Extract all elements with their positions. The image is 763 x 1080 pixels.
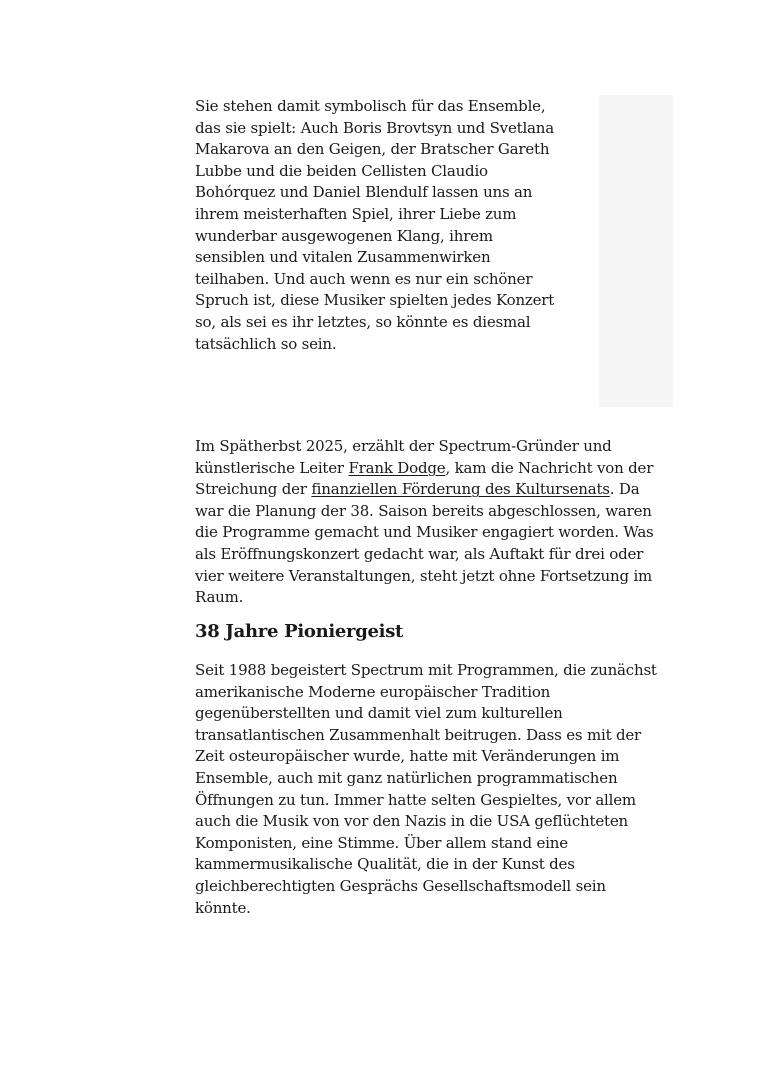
paragraph-text: Im Spätherbst 2025, erzählt der Spectrum-Gründer und künstlerische Leiter xyxy=(195,437,612,477)
link-kultursenat-funding[interactable]: finanziellen Förderung des Kultursenats xyxy=(311,480,610,499)
paragraph-history: Seit 1988 begeistert Spectrum mit Programmen, die zunächst amerikanische Moderne europäischer Tradition gegenüberstellten und damit viel zum kulturellen transatlantischen Zusammenhalt beitrugen. Dass es mit der Zeit osteuropäischer wurde, hatte mit Veränderungen im Ensemble, auch mit ganz natürlichen programmatischen Öffnungen zu tun. Immer hatte selten Gespieltes, vor allem auch die Musik von vor den Nazis in die USA geflüchteten Komponisten, eine Stimme. Über allem stand eine kammermusikalische Qualität, die in der Kunst des gleichberechtigten Gesprächs Gesellschaftsmodell sein könnte. xyxy=(195,661,657,917)
side-panel-placeholder xyxy=(599,95,673,407)
paragraph-funding-cut xyxy=(195,436,665,609)
paragraph-text: . Da war die Planung der 38. Saison bereits abgeschlossen, waren die Programme gemacht und Musiker engagiert worden. Was als Eröffnungskonzert gedacht war, als Auftakt für drei oder vier weitere Veranstaltungen, steht jetzt ohne Fortsetzung im Raum. xyxy=(195,480,654,607)
paragraph-text: , kam die Nachricht von der Streichung der xyxy=(195,458,654,499)
section-heading: 38 Jahre Pioniergeist xyxy=(195,621,404,642)
link-frank-dodge[interactable]: Frank Dodge xyxy=(348,458,446,477)
paragraph-ensemble: Sie stehen damit symbolisch für das Ensemble, das sie spielt: Auch Boris Brovtsyn und Svetlana Makarova an den Geigen, der Bratscher Gareth Lubbe und die beiden Cellisten Claudio Bohórquez und Daniel Blendulf lassen uns an ihrem meisterhaften Spiel, ihrer Liebe zum wunderbar ausgewogenen Klang, ihrem sensiblen und vitalen Zusammenwirken teilhaben. Und auch wenn es nur ein schöner Spruch ist, diese Musiker spielten jedes Konzert so, als sei es ihr letztes, so könnte es diesmal tatsächlich so sein. xyxy=(195,97,555,353)
